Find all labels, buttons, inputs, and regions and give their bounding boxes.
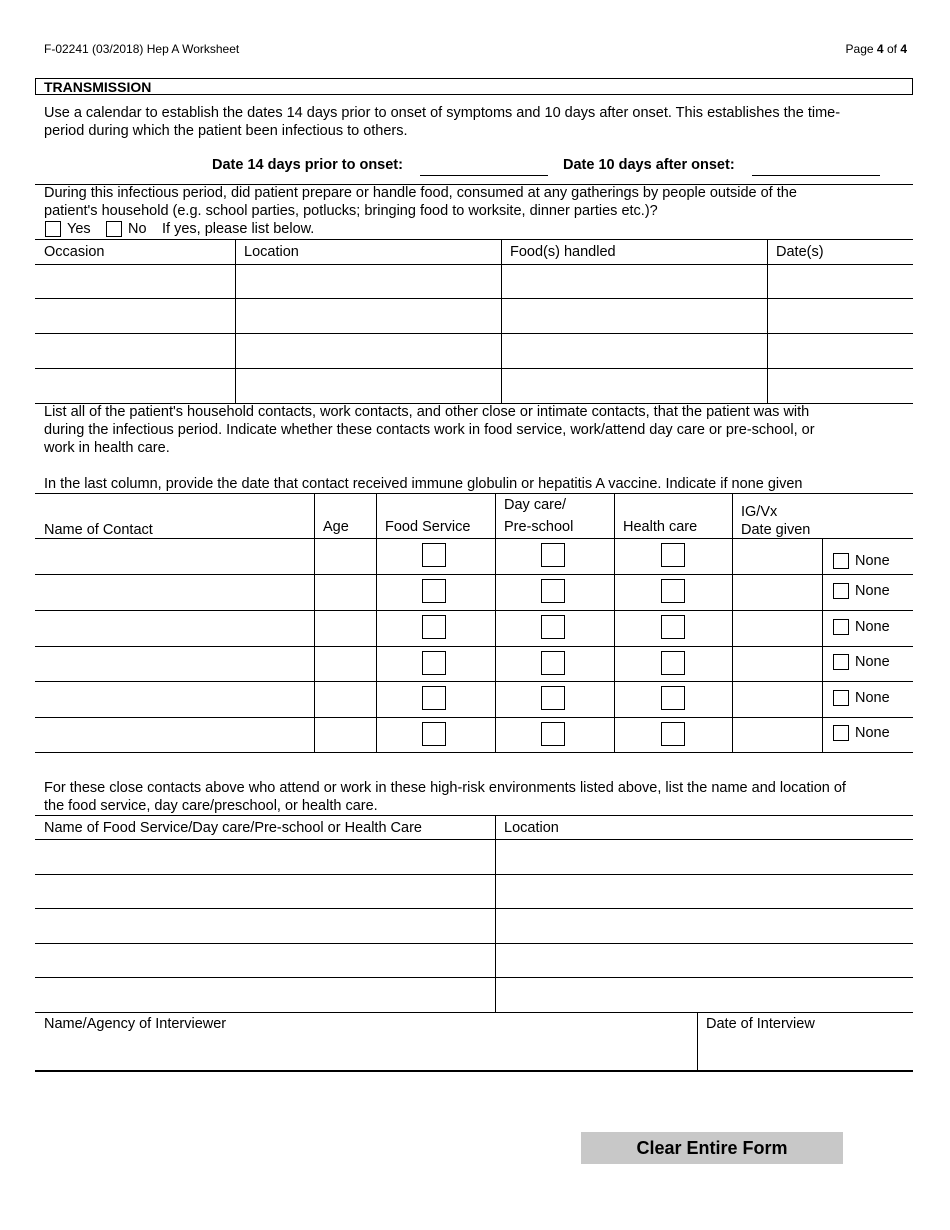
food-question-line-2: patient's household (e.g. school parties, potlucks; bringing food to worksite, dinner parties etc.)?: [44, 203, 658, 219]
highrisk-text-line-1: For these close contacts above who attend or work in these high-risk environments listed above, list the name and location of: [44, 780, 846, 796]
contact-row-6-none-label: None: [855, 725, 890, 741]
form-id: F-02241 (03/2018) Hep A Worksheet: [44, 42, 240, 56]
contacts-col-health-care: Health care: [623, 519, 698, 535]
food-col-location: Location: [244, 244, 299, 260]
page-total: 4: [900, 42, 907, 56]
contact-row-5-none-checkbox[interactable]: [833, 690, 849, 706]
interviewer-name-field[interactable]: [40, 1036, 690, 1066]
food-question-line-1: During this infectious period, did patient prepare or handle food, consumed at any gatherings by people outside of the: [44, 185, 797, 201]
food-col-dates: Date(s): [776, 244, 824, 260]
contact-row-3-none-label: None: [855, 619, 890, 635]
interview-date-label: Date of Interview: [706, 1016, 815, 1032]
intro-line-2: period during which the patient been infectious to others.: [44, 123, 408, 139]
contact-row-6-health-care-checkbox[interactable]: [661, 722, 685, 746]
contact-row-6-none-checkbox[interactable]: [833, 725, 849, 741]
contact-row-4-health-care-checkbox[interactable]: [661, 651, 685, 675]
contact-row-4-none-label: None: [855, 654, 890, 670]
contacts-col-age: Age: [323, 519, 349, 535]
interview-date-field[interactable]: [702, 1036, 907, 1066]
food-yes-checkbox[interactable]: [45, 221, 61, 237]
contact-row-5-none-label: None: [855, 690, 890, 706]
contact-row-2-daycare-checkbox[interactable]: [541, 579, 565, 603]
food-no-checkbox[interactable]: [106, 221, 122, 237]
contact-row-2-none-checkbox[interactable]: [833, 583, 849, 599]
contacts-col-food-service: Food Service: [385, 519, 471, 535]
contacts-col-ig-2: Date given: [741, 522, 811, 538]
contact-row-5-health-care-checkbox[interactable]: [661, 686, 685, 710]
contact-row-3-daycare-checkbox[interactable]: [541, 615, 565, 639]
food-no-label: No: [128, 221, 147, 237]
contact-row-5-daycare-checkbox[interactable]: [541, 686, 565, 710]
food-col-occasion: Occasion: [44, 244, 105, 260]
food-col-foods: Food(s) handled: [510, 244, 616, 260]
food-instruction: If yes, please list below.: [162, 221, 315, 237]
contact-row-6-daycare-checkbox[interactable]: [541, 722, 565, 746]
contacts-col-daycare-1: Day care/: [504, 497, 567, 513]
contacts-text-line-3: work in health care.: [44, 440, 170, 456]
contact-row-3-health-care-checkbox[interactable]: [661, 615, 685, 639]
highrisk-text-line-2: the food service, day care/preschool, or health care.: [44, 798, 378, 814]
intro-line-1: Use a calendar to establish the dates 14 days prior to onset of symptoms and 10 days after onset. This establishes the time-: [44, 105, 841, 121]
contact-row-4-daycare-checkbox[interactable]: [541, 651, 565, 675]
page-of: of: [886, 42, 897, 56]
contact-row-1-none-checkbox[interactable]: [833, 553, 849, 569]
highrisk-col-location: Location: [504, 820, 559, 836]
page-indicator: [846, 42, 907, 56]
contact-row-4-food-service-checkbox[interactable]: [422, 651, 446, 675]
contact-row-2-health-care-checkbox[interactable]: [661, 579, 685, 603]
contact-row-6-food-service-checkbox[interactable]: [422, 722, 446, 746]
page-prefix: Page: [845, 42, 874, 56]
contacts-text-line-4: In the last column, provide the date that contact received immune globulin or hepatitis A vaccine. Indicate if none given: [44, 476, 803, 492]
contact-row-2-food-service-checkbox[interactable]: [422, 579, 446, 603]
date-prior-label: Date 14 days prior to onset:: [212, 157, 403, 173]
food-yes-label: Yes: [67, 221, 91, 237]
contact-row-1-food-service-checkbox[interactable]: [422, 543, 446, 567]
contacts-col-ig-1: IG/Vx: [741, 504, 778, 520]
highrisk-col-name: Name of Food Service/Day care/Pre-school or Health Care: [44, 820, 422, 836]
contact-row-1-health-care-checkbox[interactable]: [661, 543, 685, 567]
date-prior-input[interactable]: [420, 159, 548, 176]
contact-row-5-food-service-checkbox[interactable]: [422, 686, 446, 710]
contact-row-3-none-checkbox[interactable]: [833, 619, 849, 635]
contacts-text-line-2: during the infectious period. Indicate whether these contacts work in food service, work/attend day care or pre-school, or: [44, 422, 815, 438]
interviewer-name-label: Name/Agency of Interviewer: [44, 1016, 227, 1032]
section-title: TRANSMISSION: [35, 78, 913, 95]
clear-form-button[interactable]: Clear Entire Form: [581, 1132, 843, 1164]
page-number: 4: [876, 42, 884, 56]
contact-row-1-daycare-checkbox[interactable]: [541, 543, 565, 567]
date-after-input[interactable]: [752, 159, 880, 176]
contacts-col-daycare-2: Pre-school: [504, 519, 574, 535]
contact-row-4-none-checkbox[interactable]: [833, 654, 849, 670]
contact-row-2-none-label: None: [855, 583, 890, 599]
date-after-label: Date 10 days after onset:: [563, 157, 735, 173]
contacts-text-line-1: List all of the patient's household contacts, work contacts, and other close or intimate contacts, that the patient was with: [44, 404, 810, 420]
contacts-col-name: Name of Contact: [44, 522, 153, 538]
contact-row-3-food-service-checkbox[interactable]: [422, 615, 446, 639]
contact-row-1-none-label: None: [855, 553, 890, 569]
